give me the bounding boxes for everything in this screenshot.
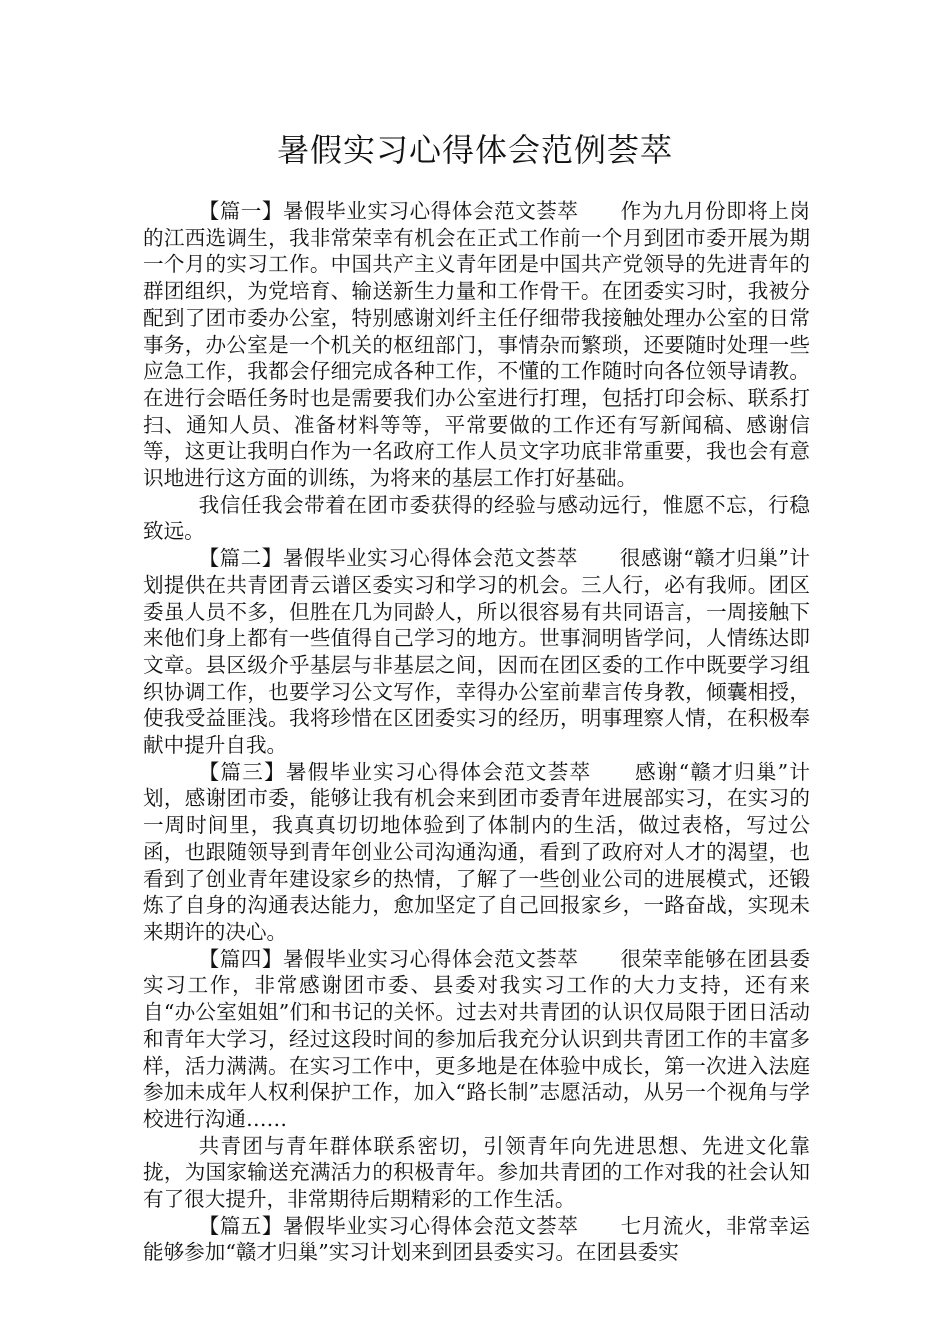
paragraph-6: 共青团与青年群体联系密切，引领青年向先进思想、先进文化靠拢，为国家输送充满活力的积极青年。参加共青团的工作对我的社会认知有了很大提升，非常期待后期精彩的工作生活。 — [143, 1133, 810, 1212]
paragraph-3: 【篇二】暑假毕业实习心得体会范文荟萃 很感谢“赣才归巢”计划提供在共青团青云谱区委实习和学习的机会。三人行，必有我师。团区委虽人员不多，但胜在几为同龄人，所以很容易有共同语言，一周接触下来他们身上都有一些值得自己学习的地方。世事洞明皆学问，人情练达即文章。县区级介乎基层与非基层之间，因而在团区委的工作中既要学习组织协调工作，也要学习公文写作，幸得办公室前辈言传身教，倾囊相授，使我受益匪浅。我将珍惜在区团委实习的经历，明事理察人情，在积极奉献中提升自我。 — [143, 546, 810, 758]
paragraph-5: 【篇四】暑假毕业实习心得体会范文荟萃 很荣幸能够在团县委实习工作，非常感谢团市委、县委对我实习工作的大力支持，还有来自“办公室姐姐”们和书记的关怀。过去对共青团的认识仅局限于团日活动和青年大学习，经过这段时间的参加后我充分认识到共青团工作的丰富多样，活力满满。在实习工作中，更多地是在体验中成长，第一次进入法庭参加未成年人权利保护工作，加入“路长制”志愿活动，从另一个视角与学校进行沟通…… — [143, 946, 810, 1131]
document-title: 暑假实习心得体会范例荟萃 — [276, 131, 673, 169]
document-body — [143, 198, 810, 1266]
paragraph-2: 我信任我会带着在团市委获得的经验与感动远行，惟愿不忘，行稳致远。 — [143, 492, 810, 544]
paragraph-1: 【篇一】暑假毕业实习心得体会范文荟萃 作为九月份即将上岗的江西选调生，我非常荣幸有机会在正式工作前一个月到团市委开展为期一个月的实习工作。中国共产主义青年团是中国共产党领导的先进青年的群团组织，为党培育、输送新生力量和工作骨干。在团委实习时，我被分配到了团市委办公室，特别感谢刘纤主任仔细带我接触处理办公室的日常事务，办公室是一个机关的枢纽部门，事情杂而繁琐，还要随时处理一些应急工作，我都会仔细完成各种工作，不懂的工作随时向各位领导请教。在进行会晤任务时也是需要我们办公室进行打理，包括打印会标、联系打扫、通知人员、准备材料等等，平常要做的工作还有写新闻稿、感谢信等，这更让我明白作为一名政府工作人员文字功底非常重要，我也会有意识地进行这方面的训练，为将来的基层工作打好基础。 — [143, 199, 810, 491]
paragraph-4: 【篇三】暑假毕业实习心得体会范文荟萃 感谢“赣才归巢”计划，感谢团市委，能够让我有机会来到团市委青年进展部实习，在实习的一周时间里，我真真切切地体验到了体制内的生活，做过表格，写过公函，也跟随领导到青年创业公司沟通沟通，看到了政府对人才的渴望，也看到了创业青年建设家乡的热情，了解了一些创业公司的进展模式，还锻炼了自身的沟通表达能力，愈加坚定了自己回报家乡，一路奋战，实现未来期许的决心。 — [143, 759, 810, 944]
paragraph-7: 【篇五】暑假毕业实习心得体会范文荟萃 七月流火，非常幸运能够参加“赣才归巢”实习计划来到团县委实习。在团县委实 — [143, 1213, 810, 1265]
